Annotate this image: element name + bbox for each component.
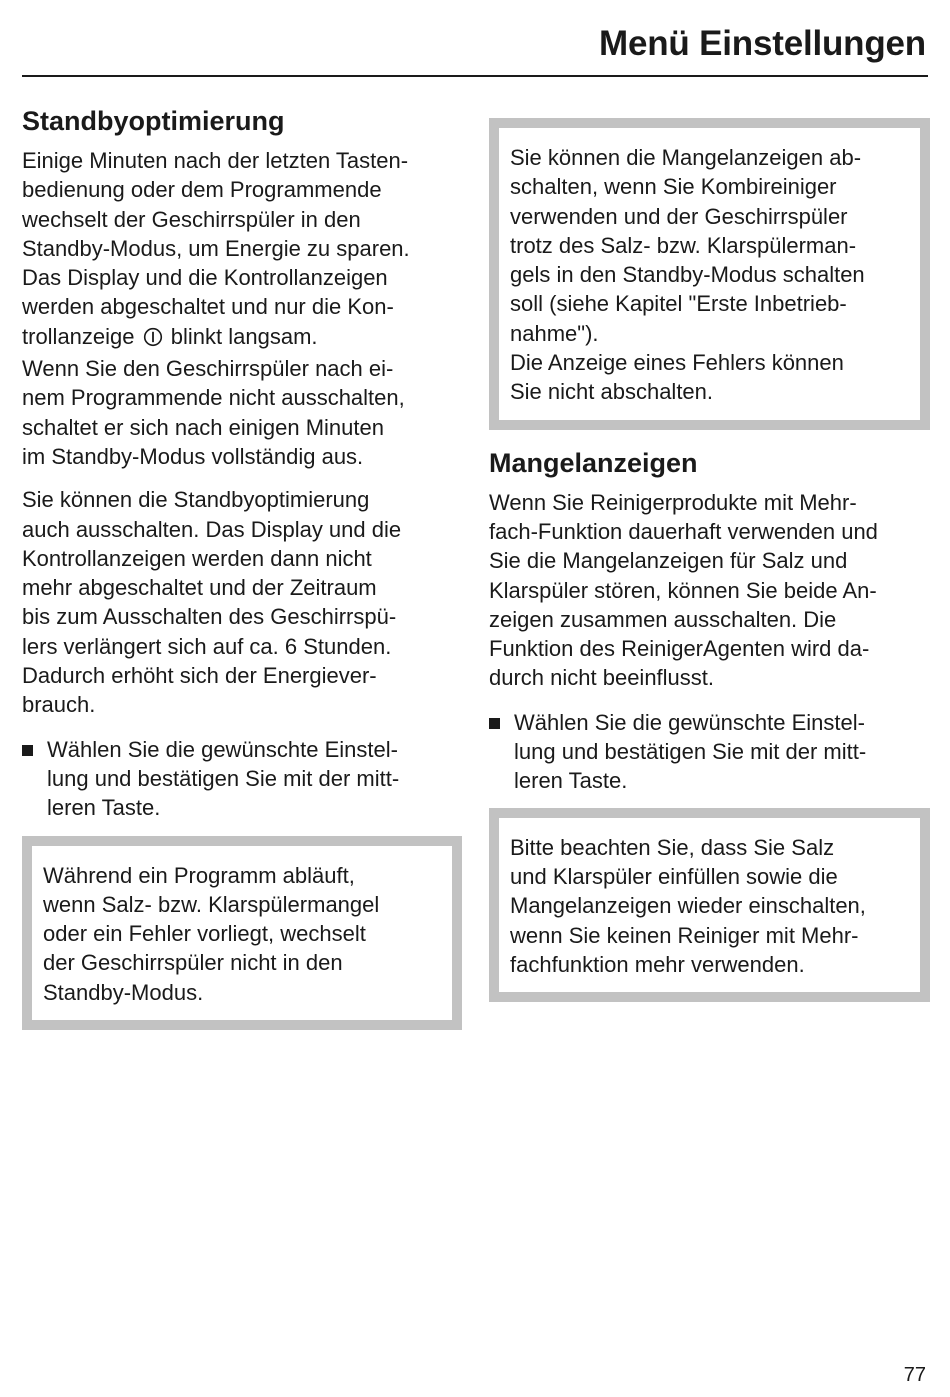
- text-line: im Standby-Modus vollständig aus.: [22, 443, 364, 469]
- text-line: bis zum Ausschalten des Geschirrspü-: [22, 604, 397, 630]
- text-line: durch nicht beeinflusst.: [489, 665, 715, 691]
- text-line: Standby-Modus, um Energie zu sparen.: [22, 235, 410, 261]
- text-line: leren Taste.: [47, 795, 161, 821]
- text-line: Einige Minuten nach der letzten Tasten-: [22, 148, 409, 173]
- text-line: trotz des Salz- bzw. Klarspülerman-: [510, 232, 857, 258]
- text-line: der Geschirrspüler nicht in den: [43, 950, 343, 976]
- text-line: Standby-Modus.: [43, 979, 204, 1005]
- note-box-standby: [22, 836, 462, 1030]
- text-line: lung und bestätigen Sie mit der mitt-: [514, 739, 867, 765]
- text-line: und Klarspüler einfüllen sowie die: [510, 863, 838, 889]
- text-line: Wenn Sie den Geschirrspüler nach ei-: [22, 356, 394, 382]
- text-line: gels in den Standby-Modus schalten: [510, 262, 865, 288]
- text-line: nahme").: [510, 320, 599, 346]
- text-line: auch ausschalten. Das Display und die: [22, 516, 402, 542]
- right-column: [489, 118, 930, 1002]
- instruction-bullet: [489, 708, 930, 796]
- page-number: 77: [903, 1364, 926, 1386]
- text-fragment: trollanzeige: [22, 323, 135, 349]
- text-line: Dadurch erhöht sich der Energiever-: [22, 663, 377, 689]
- deficiency-paragraph: [489, 488, 930, 693]
- text-line: fach-Funktion dauerhaft verwenden und: [489, 518, 878, 544]
- bullet-square-icon: [489, 718, 500, 729]
- standby-paragraph-2: [22, 485, 462, 719]
- text-line: Mangelanzeigen wieder einschalten,: [510, 893, 866, 919]
- text-fragment: blinkt langsam.: [170, 323, 318, 349]
- note-box-reminder: [489, 808, 930, 1002]
- power-icon: [143, 325, 163, 354]
- text-line: Wählen Sie die gewünschte Einstel-: [47, 736, 398, 762]
- standby-paragraph-1: [22, 146, 462, 471]
- text-line: schaltet er sich nach einigen Minuten: [22, 414, 384, 440]
- text-line: Wählen Sie die gewünschte Einstel-: [514, 709, 865, 735]
- text-line: Wenn Sie Reinigerprodukte mit Mehr-: [489, 489, 857, 515]
- text-line: Bitte beachten Sie, dass Sie Salz: [510, 834, 835, 860]
- text-line: wechselt der Geschirrspüler in den: [22, 206, 361, 232]
- text-line: schalten, wenn Sie Kombireiniger: [510, 174, 837, 200]
- page-title: Menü Einstellungen: [599, 24, 926, 63]
- text-line: nem Programmende nicht ausschalten,: [22, 385, 405, 411]
- left-column: [22, 102, 462, 1030]
- text-line: Das Display und die Kontrollanzeigen: [22, 265, 388, 291]
- text-line: leren Taste.: [514, 768, 628, 794]
- text-line: Sie nicht abschalten.: [510, 379, 714, 405]
- text-line: soll (siehe Kapitel "Erste Inbetrieb-: [510, 291, 847, 317]
- text-line: Kontrollanzeigen werden dann nicht: [22, 545, 372, 571]
- text-line: Funktion des ReinigerAgenten wird da-: [489, 636, 870, 662]
- instruction-bullet: [22, 735, 462, 823]
- text-line: Sie die Mangelanzeigen für Salz und: [489, 548, 848, 574]
- section-heading-deficiency: Mangelanzeigen: [489, 447, 698, 478]
- text-line-with-icon: [22, 322, 462, 354]
- text-line: zeigen zusammen ausschalten. Die: [489, 606, 837, 632]
- text-line: mehr abgeschaltet und der Zeitraum: [22, 575, 377, 601]
- text-line: werden abgeschaltet und nur die Kon-: [22, 294, 394, 320]
- text-line: Während ein Programm abläuft,: [43, 862, 355, 888]
- text-line: Sie können die Mangelanzeigen ab-: [510, 145, 862, 170]
- text-line: brauch.: [22, 692, 96, 718]
- text-line: lung und bestätigen Sie mit der mitt-: [47, 765, 400, 791]
- text-line: oder ein Fehler vorliegt, wechselt: [43, 921, 366, 947]
- text-line: fachfunktion mehr verwenden.: [510, 951, 805, 977]
- text-line: verwenden und der Geschirrspüler: [510, 203, 848, 229]
- text-line: bedienung oder dem Programmende: [22, 177, 382, 203]
- text-line: wenn Salz- bzw. Klarspülermangel: [43, 891, 380, 917]
- text-line: lers verlängert sich auf ca. 6 Stunden.: [22, 633, 392, 659]
- text-line: Klarspüler stören, können Sie beide An-: [489, 577, 877, 603]
- text-line: wenn Sie keinen Reiniger mit Mehr-: [510, 922, 859, 948]
- text-line: Die Anzeige eines Fehlers können: [510, 350, 844, 376]
- bullet-square-icon: [22, 745, 33, 756]
- section-heading-standby: Standbyoptimierung: [22, 106, 285, 136]
- header-rule: [22, 75, 928, 77]
- note-box-deficiency-off: [489, 118, 930, 430]
- text-line: Sie können die Standbyoptimierung: [22, 487, 370, 513]
